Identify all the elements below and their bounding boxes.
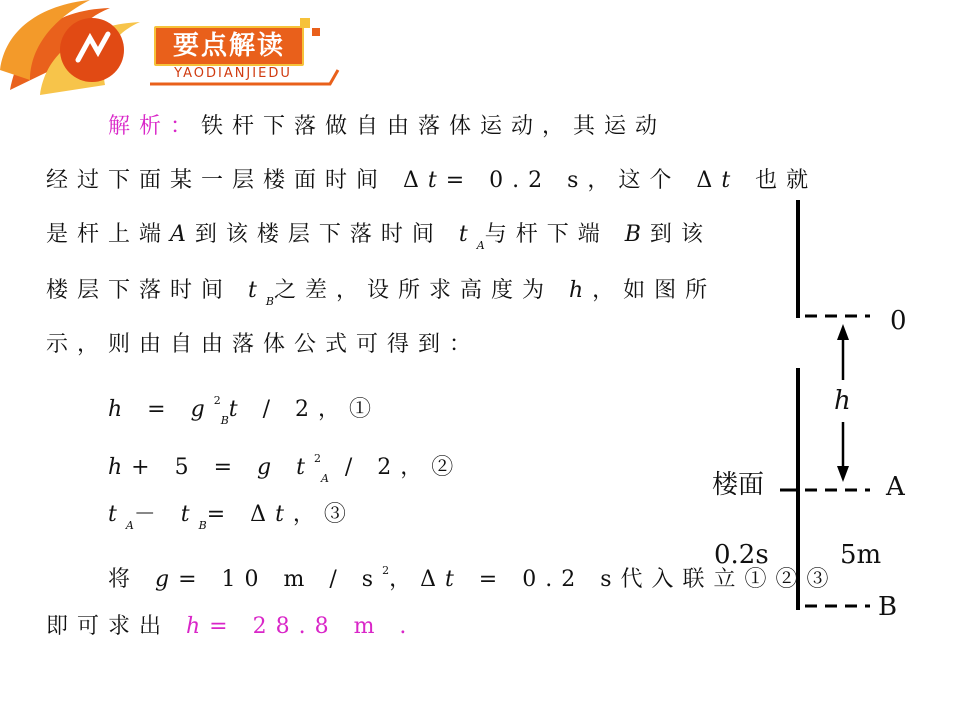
- subscript: B: [220, 414, 229, 427]
- text-run: 将: [108, 567, 155, 592]
- text-run: 也就: [739, 168, 818, 193]
- superscript: 2: [382, 564, 390, 577]
- text-run: 楼层下落时间: [46, 278, 248, 303]
- text-run: + 5 =: [131, 455, 258, 480]
- var-t: t: [275, 502, 293, 527]
- var-g: g: [257, 455, 281, 480]
- text-run: 即可求出: [46, 614, 186, 639]
- var-t: t: [280, 455, 314, 480]
- header-subtitle: YAODIANJIEDU: [174, 66, 292, 81]
- text-run: / 2，①: [246, 397, 381, 422]
- text-run: 铁杆下落做自由落体运动，其运动: [201, 114, 667, 139]
- text-run: = Δ: [206, 502, 276, 527]
- var-t: t: [427, 168, 446, 193]
- text-run: 经过下面某一层楼面时间 Δ: [46, 168, 428, 193]
- var-h: h: [108, 455, 132, 480]
- equation-3: [108, 500, 355, 541]
- subscript: A: [125, 519, 134, 532]
- var-t: t: [444, 567, 463, 592]
- subscript: A: [320, 472, 329, 485]
- text-run: =: [131, 397, 191, 422]
- subscript: B: [198, 519, 207, 532]
- text-line-1: [108, 112, 666, 142]
- text-line-5: 示，则由自由落体公式可得到：: [46, 332, 481, 357]
- var-t: t: [108, 502, 126, 527]
- superscript: 2: [213, 394, 221, 407]
- var-g: g: [155, 567, 179, 592]
- label-A: A: [886, 472, 905, 502]
- text-run: ，Δ: [389, 567, 445, 592]
- text-run: 到该楼层下落时间: [194, 222, 459, 247]
- equation-1: [108, 386, 380, 436]
- var-t: t: [721, 168, 740, 193]
- var-t: t: [248, 278, 266, 303]
- var-B: B: [624, 222, 650, 247]
- label-h: h: [834, 386, 851, 416]
- label-B: B: [878, 592, 898, 622]
- text-run: 之差，设所求高度为: [273, 278, 569, 303]
- text-run: = 10 m / s: [178, 567, 383, 592]
- var-h: h: [568, 278, 593, 303]
- text-run: －: [133, 502, 181, 527]
- text-line-3: [46, 220, 712, 261]
- arrow-down-head: [837, 466, 849, 482]
- analysis-label: 解析：: [108, 114, 202, 139]
- text-run: ，③: [292, 502, 355, 527]
- label-5m: 5m: [840, 540, 882, 570]
- text-line-4: [46, 276, 716, 317]
- text-run: 是杆上端: [46, 222, 171, 247]
- text-run: = 0.2 s代入联立①②③: [462, 567, 838, 592]
- var-h: h: [108, 397, 132, 422]
- superscript: 2: [313, 452, 321, 465]
- subscript: A: [476, 239, 485, 252]
- var-t: t: [228, 397, 247, 422]
- text-run: 到该: [649, 222, 712, 247]
- var-A: A: [170, 222, 195, 247]
- answer-var-h: h: [186, 614, 210, 639]
- answer-value: = 28.8 m .: [209, 614, 416, 639]
- subscript: B: [265, 295, 274, 308]
- text-line-10: [46, 612, 415, 642]
- header-title: 要点解读: [154, 26, 304, 66]
- equation-2: [108, 444, 462, 494]
- text-run: ，如图所: [592, 278, 717, 303]
- label-time: 0.2s: [714, 540, 769, 570]
- var-t: t: [458, 222, 477, 247]
- label-floor: 楼面: [712, 470, 765, 500]
- text-run: / 2，②: [328, 455, 463, 480]
- arrow-up-head: [837, 324, 849, 340]
- label-zero: 0: [890, 306, 907, 336]
- text-run: 与杆下端: [484, 222, 625, 247]
- text-run: = 0.2 s，这个 Δ: [445, 168, 722, 193]
- var-t: t: [180, 502, 199, 527]
- var-g: g: [190, 397, 214, 422]
